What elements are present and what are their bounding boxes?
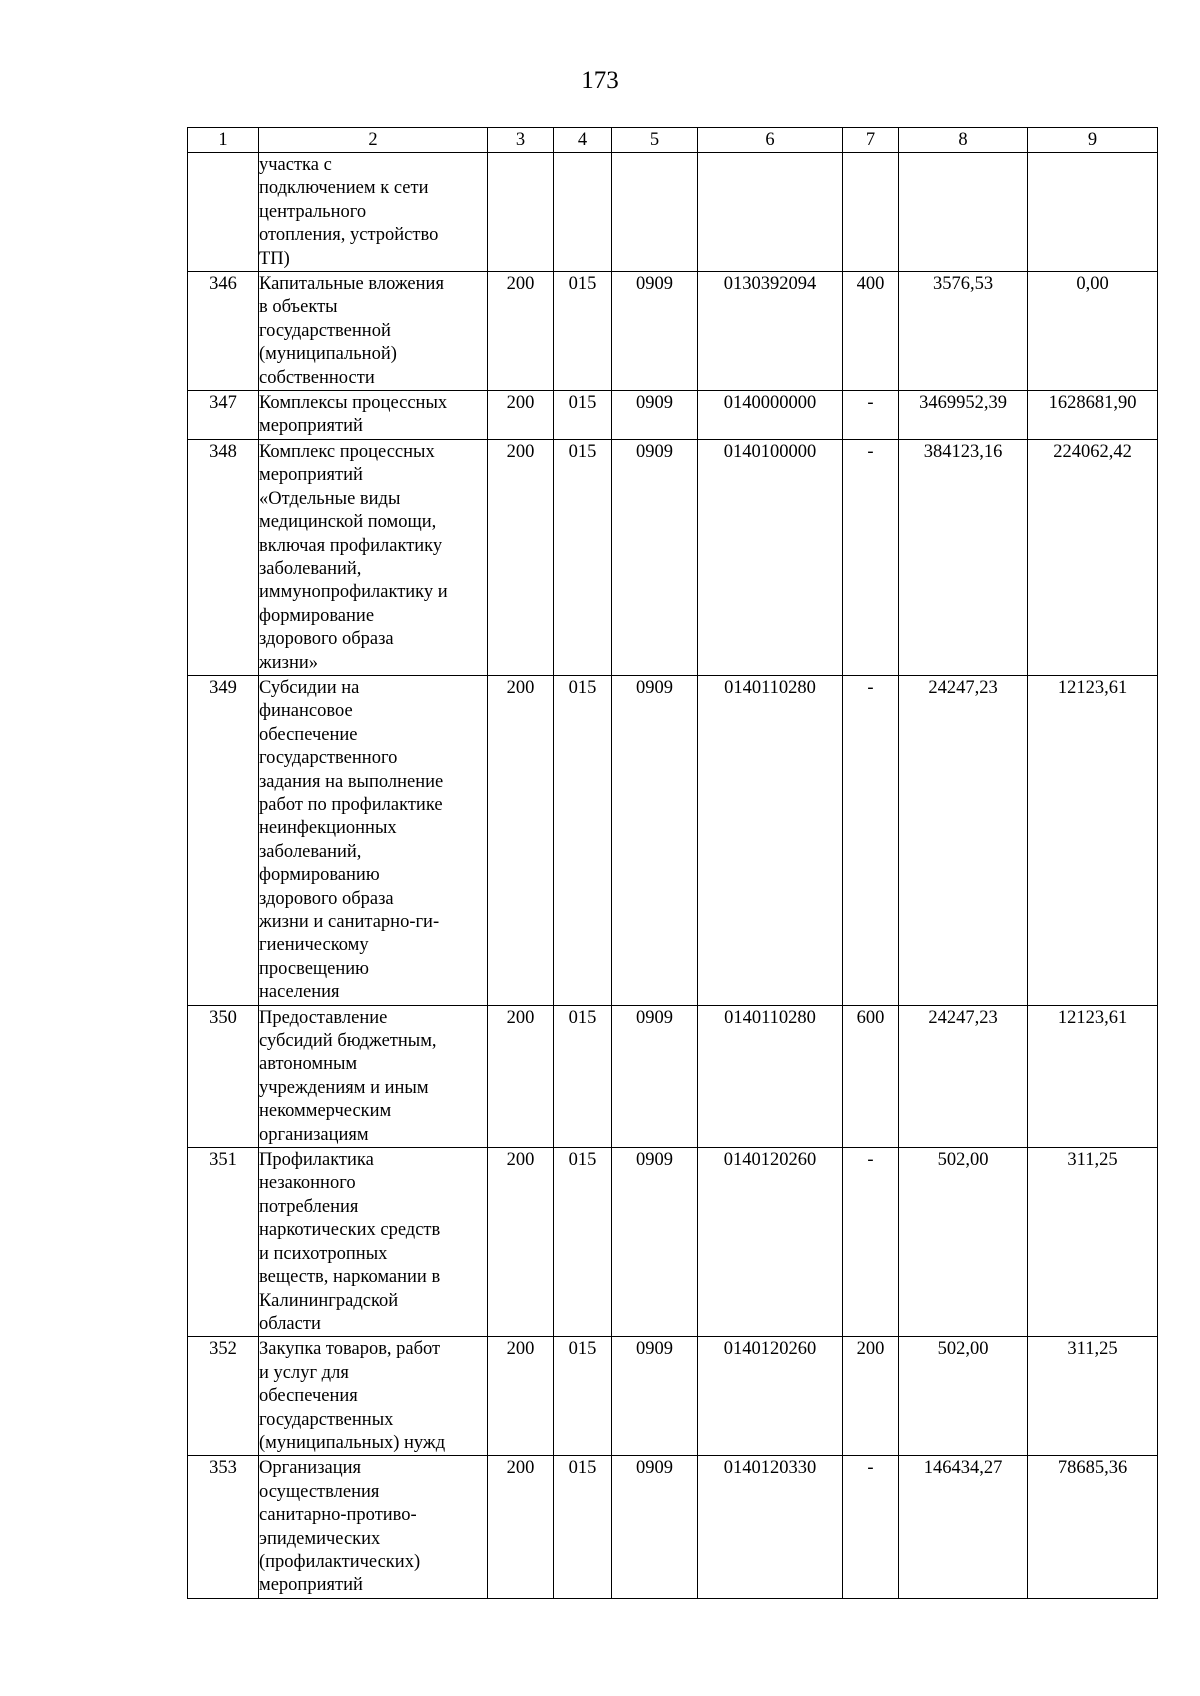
cell-col6: 0140120260 [698, 1337, 843, 1456]
name-line: здорового образа [259, 888, 394, 909]
cell-col8: 3469952,39 [899, 391, 1028, 440]
name-line: Субсидии на [259, 677, 360, 698]
name-line: Калининградской [259, 1290, 399, 1311]
name-line: автономным [259, 1054, 358, 1075]
cell-col3 [488, 153, 554, 272]
row-name [259, 391, 488, 440]
cell-col9: 311,25 [1028, 1337, 1158, 1456]
cell-col6: 0140000000 [698, 391, 843, 440]
column-header: 7 [843, 128, 899, 153]
cell-col5: 0909 [612, 272, 698, 391]
row-number: 349 [188, 675, 259, 1005]
cell-col6: 0140100000 [698, 439, 843, 675]
name-line: просвещению [259, 958, 369, 979]
cell-col9: 0,00 [1028, 272, 1158, 391]
name-line: иммунопрофилактику и [259, 582, 448, 603]
name-line: и психотропных [259, 1243, 388, 1264]
cell-col5: 0909 [612, 1456, 698, 1598]
cell-col7: 600 [843, 1005, 899, 1147]
cell-col7: - [843, 391, 899, 440]
name-line: Профилактика [259, 1150, 374, 1171]
cell-col4: 015 [554, 675, 612, 1005]
name-line: эпидемических [259, 1528, 381, 1549]
cell-col3: 200 [488, 675, 554, 1005]
table-row [188, 1148, 1158, 1337]
name-line: формирование [259, 605, 375, 626]
name-line: государственных [259, 1409, 394, 1430]
cell-col6: 0140120330 [698, 1456, 843, 1598]
row-number: 353 [188, 1456, 259, 1598]
row-name [259, 439, 488, 675]
cell-col9: 78685,36 [1028, 1456, 1158, 1598]
cell-col4 [554, 153, 612, 272]
name-line: санитарно-противо- [259, 1505, 417, 1526]
cell-col6: 0140110280 [698, 1005, 843, 1147]
cell-col9: 311,25 [1028, 1148, 1158, 1337]
cell-col3: 200 [488, 391, 554, 440]
cell-col4: 015 [554, 391, 612, 440]
column-header: 6 [698, 128, 843, 153]
cell-col7: 200 [843, 1337, 899, 1456]
cell-col8: 502,00 [899, 1148, 1028, 1337]
cell-col8: 502,00 [899, 1337, 1028, 1456]
cell-col5 [612, 153, 698, 272]
table-row [188, 1456, 1158, 1598]
cell-col9 [1028, 153, 1158, 272]
cell-col6 [698, 153, 843, 272]
table-row [188, 675, 1158, 1005]
name-line: ТП) [259, 248, 290, 269]
name-line: Предоставление [259, 1007, 388, 1028]
column-header: 2 [259, 128, 488, 153]
name-line: работ по профилактике [259, 794, 443, 815]
name-line: (профилактических) [259, 1551, 421, 1572]
cell-col7: - [843, 439, 899, 675]
name-line: в объекты [259, 297, 338, 318]
column-header: 8 [899, 128, 1028, 153]
cell-col9: 1628681,90 [1028, 391, 1158, 440]
name-line: области [259, 1313, 321, 1334]
cell-col3: 200 [488, 1005, 554, 1147]
row-name [259, 272, 488, 391]
name-line: подключением к сети [259, 178, 429, 199]
name-line: наркотических средств [259, 1220, 441, 1241]
row-number: 351 [188, 1148, 259, 1337]
name-line: обеспечения [259, 1386, 358, 1407]
row-name [259, 153, 488, 272]
cell-col4: 015 [554, 1337, 612, 1456]
page-number: 173 [581, 67, 619, 94]
column-header: 4 [554, 128, 612, 153]
name-line: формированию [259, 865, 380, 886]
cell-col8: 384123,16 [899, 439, 1028, 675]
cell-col9: 12123,61 [1028, 1005, 1158, 1147]
table-row [188, 439, 1158, 675]
name-line: здорового образа [259, 629, 394, 650]
cell-col4: 015 [554, 1456, 612, 1598]
row-number: 350 [188, 1005, 259, 1147]
row-number: 347 [188, 391, 259, 440]
name-line: финансовое [259, 701, 353, 722]
cell-col8: 146434,27 [899, 1456, 1028, 1598]
name-line: Организация [259, 1458, 362, 1479]
row-name [259, 1337, 488, 1456]
cell-col7: - [843, 1148, 899, 1337]
cell-col7: 400 [843, 272, 899, 391]
cell-col5: 0909 [612, 675, 698, 1005]
name-line: «Отдельные виды [259, 488, 401, 509]
cell-col3: 200 [488, 272, 554, 391]
cell-col3: 200 [488, 1337, 554, 1456]
name-line: жизни» [259, 652, 319, 673]
name-line: участка с [259, 155, 332, 175]
name-line: и услуг для [259, 1362, 349, 1383]
name-line: гиеническому [259, 935, 369, 956]
name-line: мероприятий [259, 1575, 363, 1596]
cell-col6: 0130392094 [698, 272, 843, 391]
name-line: обеспечение [259, 724, 358, 745]
row-name [259, 1456, 488, 1598]
name-line: Комплексы процессных [259, 393, 448, 414]
row-name [259, 1148, 488, 1337]
cell-col7: - [843, 1456, 899, 1598]
name-line: учреждениям и иным [259, 1077, 429, 1098]
row-number [188, 153, 259, 272]
name-line: субсидий бюджетным, [259, 1031, 437, 1052]
table-row [188, 1337, 1158, 1456]
cell-col4: 015 [554, 1148, 612, 1337]
cell-col4: 015 [554, 272, 612, 391]
name-line: незаконного [259, 1173, 356, 1194]
cell-col5: 0909 [612, 1337, 698, 1456]
table-row [188, 272, 1158, 391]
cell-col5: 0909 [612, 391, 698, 440]
name-line: отопления, устройство [259, 225, 439, 246]
table-row [188, 1005, 1158, 1147]
name-line: Закупка товаров, работ [259, 1339, 441, 1360]
name-line: населения [259, 982, 340, 1003]
name-line: осуществления [259, 1481, 380, 1502]
name-line: заболеваний, [259, 558, 362, 579]
name-line: заболеваний, [259, 841, 362, 862]
name-line: государственного [259, 748, 398, 769]
cell-col5: 0909 [612, 1005, 698, 1147]
header-row [188, 128, 1158, 153]
row-name [259, 1005, 488, 1147]
row-number: 346 [188, 272, 259, 391]
row-name [259, 675, 488, 1005]
name-line: неинфекционных [259, 818, 397, 839]
table-body [188, 153, 1158, 1599]
cell-col6: 0140110280 [698, 675, 843, 1005]
name-line: жизни и санитарно-ги- [259, 912, 440, 932]
name-line: (муниципальных) нужд [259, 1432, 446, 1453]
column-header: 3 [488, 128, 554, 153]
name-line: (муниципальной) [259, 344, 397, 365]
row-number: 348 [188, 439, 259, 675]
name-line: потребления [259, 1196, 359, 1217]
cell-col3: 200 [488, 439, 554, 675]
name-line: Комплекс процессных [259, 441, 435, 462]
cell-col4: 015 [554, 439, 612, 675]
name-line: Капитальные вложения [259, 274, 444, 295]
cell-col8 [899, 153, 1028, 272]
name-line: собственности [259, 367, 375, 388]
name-line: мероприятий [259, 465, 363, 486]
cell-col4: 015 [554, 1005, 612, 1147]
cell-col8: 3576,53 [899, 272, 1028, 391]
name-line: мероприятий [259, 416, 363, 437]
name-line: задания на выполнение [259, 771, 444, 792]
row-number: 352 [188, 1337, 259, 1456]
cell-col3: 200 [488, 1148, 554, 1337]
name-line: центрального [259, 201, 367, 222]
cell-col7 [843, 153, 899, 272]
cell-col3: 200 [488, 1456, 554, 1598]
name-line: медицинской помощи, [259, 512, 437, 533]
cell-col5: 0909 [612, 1148, 698, 1337]
cell-col7: - [843, 675, 899, 1005]
cell-col8: 24247,23 [899, 1005, 1028, 1147]
column-header: 5 [612, 128, 698, 153]
cell-col8: 24247,23 [899, 675, 1028, 1005]
name-line: веществ, наркомании в [259, 1267, 441, 1288]
budget-table [187, 127, 1158, 1599]
cell-col6: 0140120260 [698, 1148, 843, 1337]
name-line: включая профилактику [259, 535, 443, 556]
name-line: некоммерческим [259, 1101, 392, 1122]
column-header: 9 [1028, 128, 1158, 153]
table-row [188, 391, 1158, 440]
table-row [188, 153, 1158, 272]
cell-col9: 224062,42 [1028, 439, 1158, 675]
column-header: 1 [188, 128, 259, 153]
name-line: государственной [259, 320, 391, 341]
cell-col9: 12123,61 [1028, 675, 1158, 1005]
name-line: организациям [259, 1124, 369, 1145]
cell-col5: 0909 [612, 439, 698, 675]
